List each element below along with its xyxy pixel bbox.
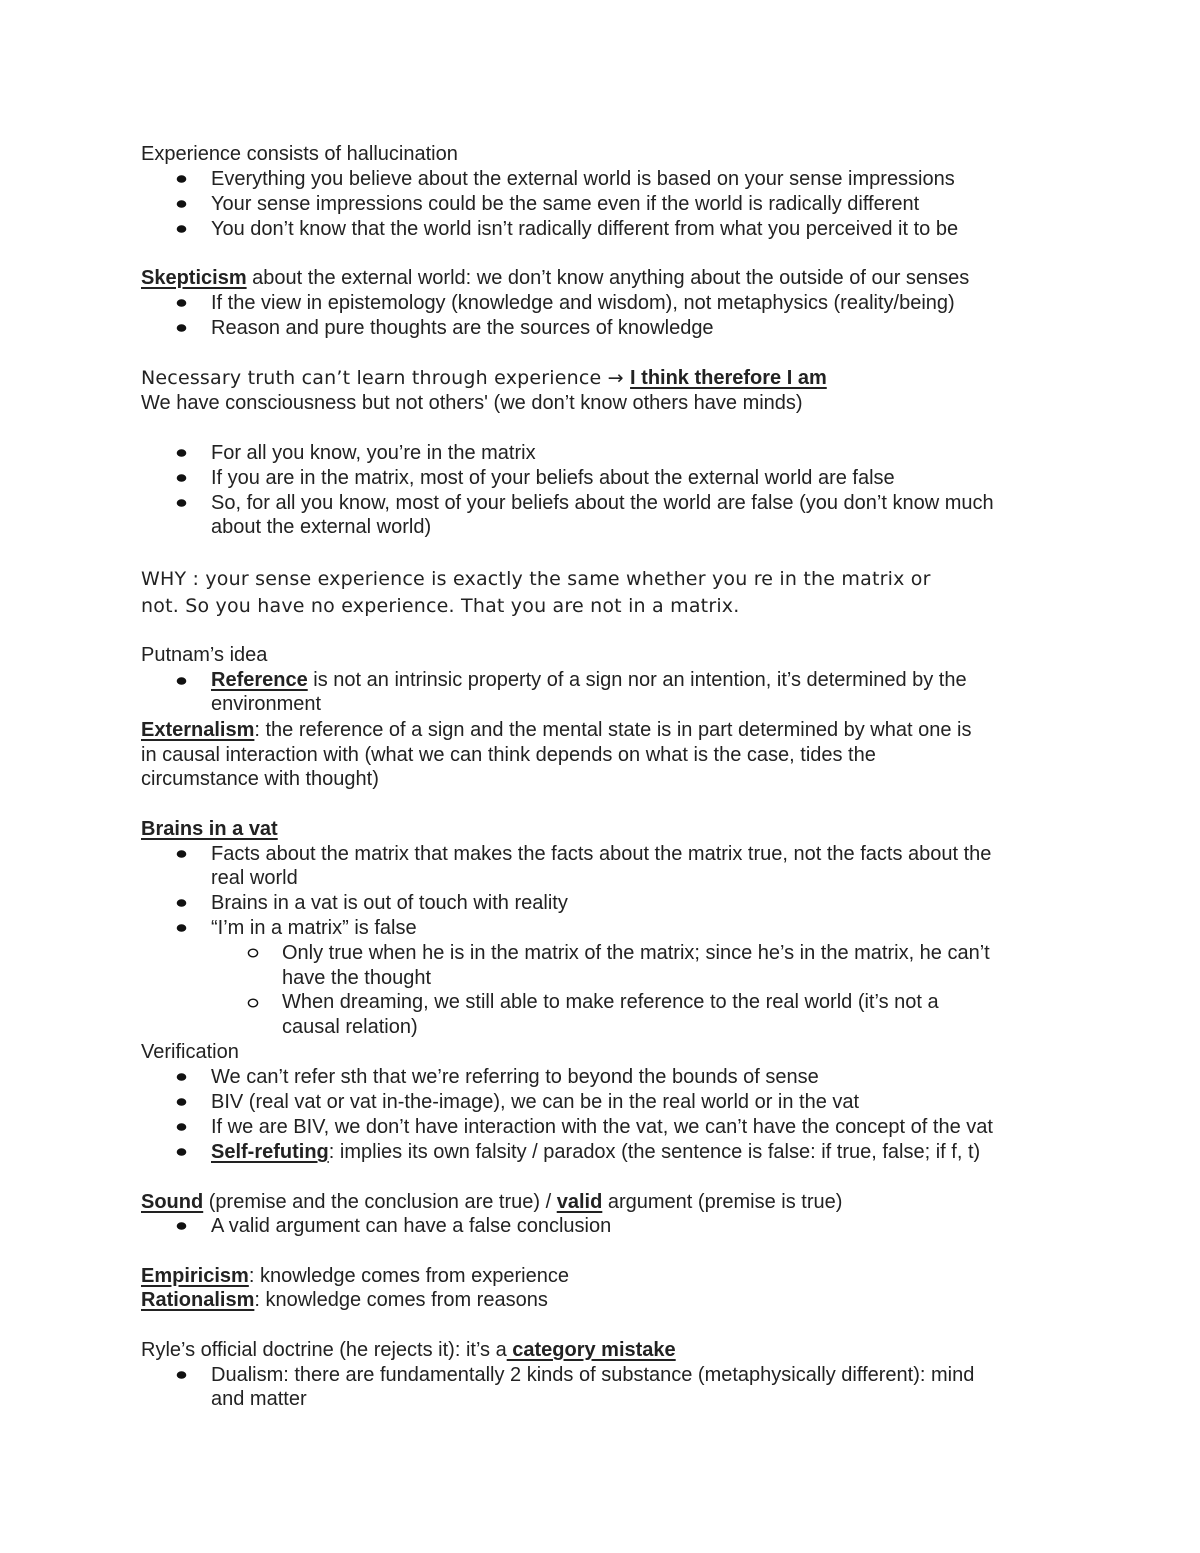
sub-list-item: Only true when he is in the matrix of the matrix; since he’s in the matrix, he can’t xyxy=(282,942,990,964)
section-heading: Putnam’s idea xyxy=(141,644,268,666)
line-text: Ryle’s official doctrine (he rejects it): it’s a xyxy=(141,1339,507,1361)
list-item: So, for all you know, most of your beliefs about the world are false (you don’t know much xyxy=(211,492,994,514)
sub-list-item-continuation: have the thought xyxy=(282,967,432,989)
list-item: Your sense impressions could be the same even if the world is radically different xyxy=(211,193,920,215)
bullet-disc-icon xyxy=(176,472,187,483)
bullet-disc-icon xyxy=(176,897,187,908)
bullet-disc-icon xyxy=(176,1096,187,1107)
list-item: Brains in a vat is out of touch with reality xyxy=(211,892,568,914)
term-externalism: Externalism xyxy=(141,719,255,741)
text-line: not. So you have no experience. That you are not in a matrix. xyxy=(141,595,740,617)
list-item-continuation: real world xyxy=(211,867,298,889)
term-valid: valid xyxy=(556,1191,603,1213)
text-line xyxy=(141,1264,569,1288)
bullet-disc-icon xyxy=(176,1121,187,1132)
list-item: A valid argument can have a false conclusion xyxy=(211,1215,612,1237)
bullet-disc-icon xyxy=(176,1369,187,1380)
bullet-disc-icon xyxy=(176,922,187,933)
term-rationalism: Rationalism xyxy=(141,1289,255,1311)
list-item: If we are BIV, we don’t have interaction with the vat, we can’t have the concept of the vat xyxy=(211,1116,993,1138)
list-item: Reason and pure thoughts are the sources of knowledge xyxy=(211,317,714,339)
text-line xyxy=(141,366,827,390)
bullet-disc-icon xyxy=(176,675,187,686)
text-line: in causal interaction with (what we can think depends on what is the case, tides the xyxy=(141,744,876,766)
text-line: Experience consists of hallucination xyxy=(141,143,458,165)
list-item xyxy=(211,1140,980,1164)
line-text: argument (premise is true) xyxy=(602,1191,843,1213)
bullet-disc-icon xyxy=(176,297,187,308)
text-line xyxy=(141,266,969,290)
bullet-disc-icon xyxy=(176,1146,187,1157)
bullet-disc-icon xyxy=(176,173,187,184)
list-item-continuation: about the external world) xyxy=(211,516,432,538)
list-item: Facts about the matrix that makes the facts about the matrix true, not the facts about the xyxy=(211,843,992,865)
bullet-circle-icon xyxy=(247,947,259,959)
text-line: We have consciousness but not others' (we don’t know others have minds) xyxy=(141,392,803,414)
sub-list-item-continuation: causal relation) xyxy=(282,1016,418,1038)
list-item: We can’t refer sth that we’re referring to beyond the bounds of sense xyxy=(211,1066,819,1088)
list-item: If the view in epistemology (knowledge and wisdom), not metaphysics (reality/being) xyxy=(211,292,955,314)
term-self-refuting: Self-refuting xyxy=(211,1141,329,1163)
text-line xyxy=(141,1190,842,1214)
section-heading: Verification xyxy=(141,1041,239,1063)
line-text: (premise and the conclusion are true) / xyxy=(203,1191,557,1213)
text-line xyxy=(141,718,971,742)
bullet-disc-icon xyxy=(176,447,187,458)
list-item-continuation: and matter xyxy=(211,1388,307,1410)
text-line xyxy=(141,1288,548,1312)
term-reference: Reference xyxy=(211,669,308,691)
list-item xyxy=(211,668,967,692)
list-item: “I’m in a matrix” is false xyxy=(211,917,417,939)
term-empiricism: Empiricism xyxy=(141,1265,249,1287)
line-text: Necessary truth can’t learn through experience → xyxy=(141,367,631,389)
line-text: about the external world: we don’t know anything about the outside of our senses xyxy=(246,267,970,289)
bullet-disc-icon xyxy=(176,1220,187,1231)
term-sound: Sound xyxy=(141,1191,204,1213)
list-item: Dualism: there are fundamentally 2 kinds of substance (metaphysically different): mind xyxy=(211,1364,975,1386)
bullet-disc-icon xyxy=(176,848,187,859)
bullet-circle-icon xyxy=(247,997,259,1009)
bullet-disc-icon xyxy=(176,322,187,333)
term-brains-in-a-vat: Brains in a vat xyxy=(141,818,278,840)
list-item-continuation: environment xyxy=(211,693,322,715)
text-line: circumstance with thought) xyxy=(141,768,379,790)
section-heading xyxy=(141,817,278,841)
term-skepticism: Skepticism xyxy=(141,267,247,289)
list-item: BIV (real vat or vat in-the-image), we can be in the real world or in the vat xyxy=(211,1091,860,1113)
bullet-disc-icon xyxy=(176,198,187,209)
list-item: You don’t know that the world isn’t radically different from what you perceived it to be xyxy=(211,218,959,240)
line-text: : knowledge comes from experience xyxy=(248,1265,569,1287)
list-item: For all you know, you’re in the matrix xyxy=(211,442,536,464)
term-cogito: I think therefore I am xyxy=(630,367,827,389)
line-text: : knowledge comes from reasons xyxy=(254,1289,548,1311)
list-item: If you are in the matrix, most of your beliefs about the external world are false xyxy=(211,467,895,489)
term-category-mistake: category mistake xyxy=(506,1339,676,1361)
line-text: : the reference of a sign and the mental state is in part determined by what one is xyxy=(254,719,972,741)
bullet-disc-icon xyxy=(176,497,187,508)
line-text: is not an intrinsic property of a sign nor an intention, it’s determined by the xyxy=(307,669,967,691)
sub-list-item: When dreaming, we still able to make reference to the real world (it’s not a xyxy=(282,991,939,1013)
text-line xyxy=(141,1338,676,1362)
list-item: Everything you believe about the external world is based on your sense impressions xyxy=(211,168,955,190)
line-text: : implies its own falsity / paradox (the sentence is false: if true, false; if f, t) xyxy=(328,1141,981,1163)
bullet-disc-icon xyxy=(176,223,187,234)
text-line: WHY : your sense experience is exactly the same whether you re in the matrix or xyxy=(141,568,931,590)
bullet-disc-icon xyxy=(176,1071,187,1082)
